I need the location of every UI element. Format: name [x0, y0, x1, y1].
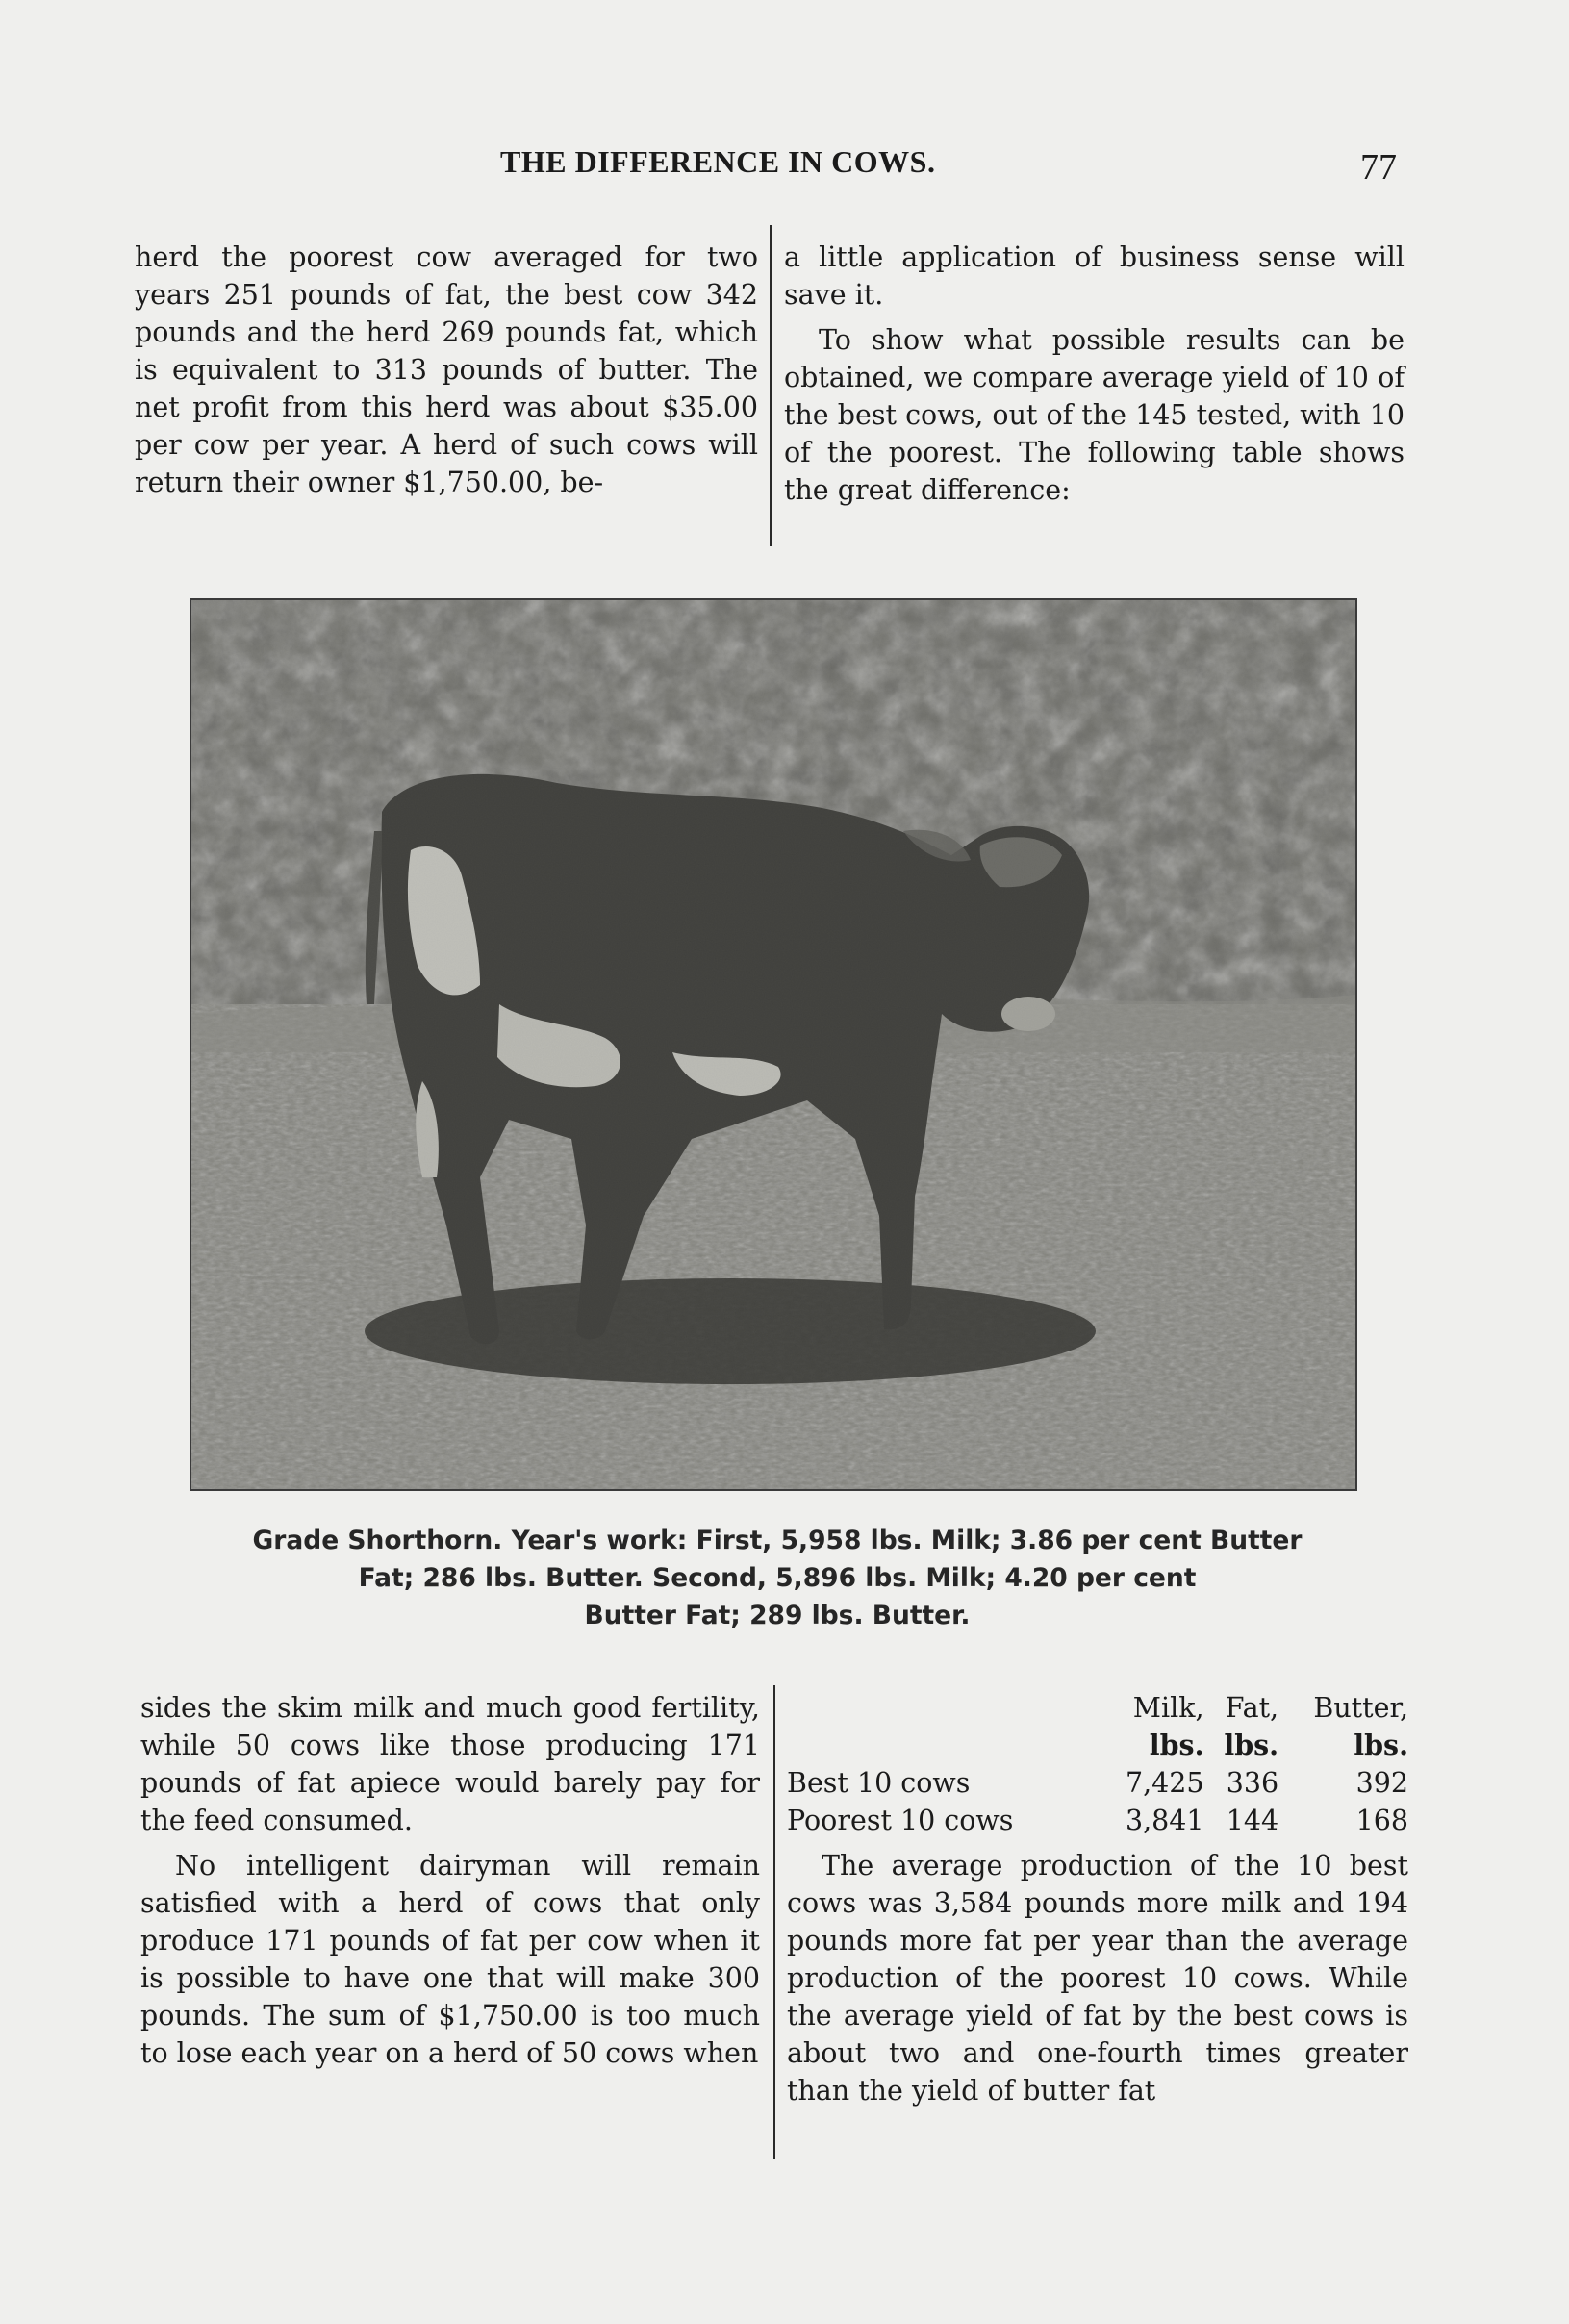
row-label: Poorest 10 cows	[787, 1805, 1014, 1836]
yield-comparison-table	[787, 1689, 1408, 1839]
table-row	[787, 1802, 1408, 1839]
body-paragraph: The average production of the 10 best cows was 3,584 pounds more milk and 194 pounds more fat per year than the average production of the poorest 10 cows. While the average yield of fat by the best cows is about two and one-fourth times greater than the yield of butter fat	[787, 1850, 1408, 2107]
table-units-row	[787, 1727, 1408, 1764]
cow-photograph	[190, 598, 1357, 1491]
page-number: 77	[1360, 147, 1397, 188]
body-paragraph: sides the skim milk and much good fertility, while 50 cows like those producing 171 pounds of fat apiece would barely pay for the feed consumed.	[140, 1692, 760, 1836]
figure-caption	[144, 1522, 1410, 1634]
table-header-row	[787, 1689, 1408, 1727]
caption-line: Fat; 286 lbs. Butter. Second, 5,896 lbs. Milk; 4.20 per cent	[358, 1563, 1197, 1593]
caption-line: Butter Fat; 289 lbs. Butter.	[584, 1601, 971, 1630]
milk-value: 7,425	[1125, 1767, 1204, 1799]
column-header-fat: Fat,	[1225, 1692, 1279, 1724]
unit-label: lbs.	[1149, 1729, 1204, 1761]
row-label: Best 10 cows	[787, 1767, 971, 1799]
unit-label: lbs.	[1224, 1729, 1279, 1761]
fat-value: 336	[1226, 1767, 1279, 1799]
milk-value: 3,841	[1125, 1805, 1204, 1836]
unit-label: lbs.	[1354, 1729, 1408, 1761]
running-head: THE DIFFERENCE IN COWS.	[500, 144, 936, 179]
top-left-column	[135, 239, 758, 501]
caption-line: Grade Shorthorn. Year's work: First, 5,958 lbs. Milk; 3.86 per cent Butter	[252, 1526, 1303, 1555]
body-paragraph: To show what possible results can be obtained, we compare average yield of 10 of the best cows, out of the 145 tested, with 10 of the poorest. The following table shows the great difference:	[784, 324, 1405, 506]
column-divider	[770, 225, 772, 546]
column-header-butter: Butter,	[1313, 1692, 1408, 1724]
body-paragraph: a little application of business sense will save it.	[784, 241, 1405, 311]
body-paragraph: No intelligent dairyman will remain satisfied with a herd of cows that only produce 171 pounds of fat per cow when it is possible to have one that will make 300 pounds. The sum of $1,750.00 is too much to lose each year on a herd of 50 cows when	[140, 1850, 760, 2069]
butter-value: 168	[1355, 1805, 1408, 1836]
column-header-milk: Milk,	[1132, 1692, 1204, 1724]
table-row	[787, 1764, 1408, 1802]
butter-value: 392	[1355, 1767, 1408, 1799]
bottom-left-column	[140, 1689, 760, 2072]
fat-value: 144	[1226, 1805, 1279, 1836]
bottom-right-column	[787, 1689, 1408, 2109]
column-divider	[773, 1685, 775, 2159]
top-right-column	[784, 239, 1405, 509]
body-paragraph: herd the poorest cow averaged for two years 251 pounds of fat, the best cow 342 pounds and the herd 269 pounds fat, which is equivalent to 313 pounds of butter. The net profit from this herd was about $35.00 per cow per year. A herd of such cows will return their owner $1,750.00, be-	[135, 241, 758, 498]
